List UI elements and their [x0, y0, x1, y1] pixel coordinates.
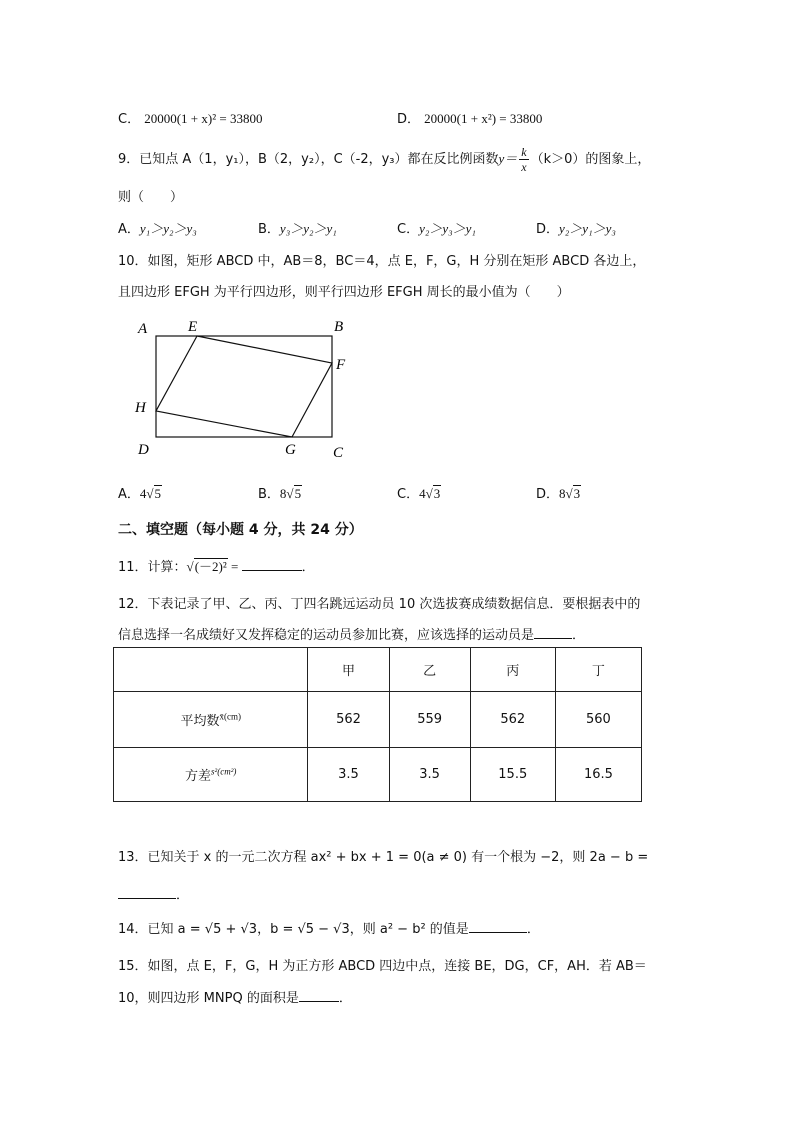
label-e: E	[188, 319, 198, 335]
table-cell: 560	[555, 692, 641, 748]
q9-option-b-label: B．	[258, 222, 280, 237]
q13-end: ．	[176, 888, 190, 903]
q9-option-c-text: y₂＞y₃＞y₁	[419, 221, 476, 236]
q11-sqrt: √(－2)²	[186, 559, 227, 574]
q9-option-a-text: y₁＞y₂＞y₃	[139, 221, 197, 236]
table-row	[114, 692, 642, 748]
q10-option-a	[118, 483, 162, 502]
q10-option-a-label: A．	[118, 487, 140, 502]
q8-option-c-label: C．	[118, 112, 141, 127]
q14-end: ．	[526, 922, 540, 937]
q12-table	[113, 647, 642, 802]
q10-option-d	[536, 483, 581, 502]
q9-option-d	[536, 218, 616, 237]
table-header-yi: 乙	[389, 648, 470, 692]
label-a: A	[138, 321, 148, 337]
q12-line2-text: 信息选择一名成绩好又发挥稳定的运动员参加比赛，应该选择的运动员是	[118, 628, 535, 643]
q9-option-d-text: y₂＞y₁＞y₃	[559, 221, 616, 236]
q10-option-b-coef: 8	[279, 486, 287, 501]
q10-option-b-sqrt: √5	[286, 486, 302, 501]
label-h: H	[135, 400, 146, 416]
q11-end: ．	[301, 560, 315, 575]
q10-option-d-sqrt: √3	[565, 486, 581, 501]
q9-fraction	[519, 146, 528, 173]
q8-option-c	[118, 108, 262, 127]
table-cell: 16.5	[555, 748, 641, 802]
q10-figure	[130, 312, 360, 467]
q9-frac-den: x	[521, 160, 527, 174]
q9-option-a	[118, 218, 197, 237]
q15-end: ．	[338, 991, 352, 1006]
q13-line1: 13．已知关于 x 的一元二次方程 ax² + bx + 1 = 0(a ≠ 0) 有一个根为 −2，则 2a − b =	[118, 850, 649, 865]
q10-option-d-label: D．	[536, 487, 560, 502]
q8-option-d	[397, 108, 542, 127]
label-c: C	[333, 445, 344, 461]
parallelogram-efgh	[156, 336, 332, 437]
q9-option-b	[258, 218, 337, 237]
q13-answer-blank[interactable]	[118, 898, 176, 899]
q10-option-b-label: B．	[258, 487, 280, 502]
q15-line1: 15．如图，点 E，F，G，H 为正方形 ABCD 四边中点，连接 BE，DG，CF，AH．若 AB＝	[118, 959, 647, 974]
q11-radicand: (－2)²	[194, 559, 227, 574]
q9-stem-line2: 则（ ）	[118, 190, 184, 205]
q9-stem-part2: （k＞0）的图象上，	[530, 152, 651, 167]
q10-option-c-coef: 4	[419, 486, 426, 501]
q12-line2	[118, 624, 585, 643]
label-f: F	[336, 357, 346, 373]
q9-option-c	[397, 218, 476, 237]
q11-prefix: 11．计算：	[118, 560, 187, 575]
table-header-jia: 甲	[308, 648, 389, 692]
table-cell: 3.5	[389, 748, 470, 802]
q9-stem	[118, 144, 650, 174]
q8-option-c-expr: 20000(1 + x)² = 33800	[144, 111, 263, 126]
q12-answer-blank[interactable]	[534, 638, 572, 639]
q13-line2	[118, 884, 189, 903]
row1-label-text: 平均数	[180, 714, 220, 729]
q12-line1: 12．下表记录了甲、乙、丙、丁四名跳远运动员 10 次选拔赛成绩数据信息．要根据表中的	[118, 597, 641, 612]
q14	[118, 918, 540, 937]
table-header-bing: 丙	[470, 648, 555, 692]
q9-frac-num: k	[521, 145, 527, 159]
q10-option-b-radicand: 5	[294, 486, 302, 501]
label-g: G	[285, 442, 296, 458]
q11	[118, 556, 315, 575]
q15-line2	[118, 987, 352, 1006]
q9-option-a-label: A．	[118, 222, 140, 237]
q15-line2-text: 10，则四边形 MNPQ 的面积是	[118, 991, 299, 1006]
q10-option-a-coef: 4	[139, 486, 147, 501]
table-header-ding: 丁	[555, 648, 641, 692]
q10-line1: 10．如图，矩形 ABCD 中，AB＝8，BC＝4，点 E，F，G，H 分别在矩形 ABCD 各边上，	[118, 254, 646, 269]
q14-answer-blank[interactable]	[469, 932, 527, 933]
table-cell: 562	[308, 692, 389, 748]
q10-option-c-label: C．	[397, 487, 420, 502]
label-b: B	[334, 319, 344, 335]
table-cell: 15.5	[470, 748, 555, 802]
table-row2-label	[114, 748, 308, 802]
q10-option-c-radicand: 3	[433, 486, 441, 501]
q14-prefix: 14．已知 a = √5 + √3，b = √5 − √3，则 a² − b² 的值是	[118, 922, 469, 937]
q10-line2: 且四边形 EFGH 为平行四边形，则平行四边形 EFGH 周长的最小值为（ ）	[118, 285, 570, 300]
q10-option-c-sqrt: √3	[425, 486, 441, 501]
row1-unit: x̄(cm)	[219, 711, 241, 722]
row2-unit: s²(cm²)	[211, 766, 237, 777]
table-header-empty	[114, 648, 308, 692]
row2-label-text: 方差	[185, 769, 212, 784]
q10-option-a-radicand: 5	[154, 486, 162, 501]
q8-option-d-label: D．	[397, 112, 421, 127]
q9-func-y: y＝	[498, 151, 518, 166]
q11-eq: =	[227, 559, 242, 574]
section-2-title: 二、填空题（每小题 4 分，共 24 分）	[118, 522, 363, 538]
table-cell: 559	[389, 692, 470, 748]
q9-stem-part1: 9．已知点 A（1，y₁），B（2，y₂），C（-2，y₃）都在反比例函数	[118, 152, 499, 167]
q8-option-d-expr: 20000(1 + x²) = 33800	[424, 111, 543, 126]
table-header-row	[114, 648, 642, 692]
q10-option-b	[258, 483, 302, 502]
q12-end: ．	[572, 628, 586, 643]
q10-option-a-sqrt: √5	[146, 486, 162, 501]
q10-option-d-radicand: 3	[573, 486, 581, 501]
q9-option-d-label: D．	[536, 222, 560, 237]
q10-option-d-coef: 8	[559, 486, 566, 501]
q15-answer-blank[interactable]	[299, 1001, 339, 1002]
table-row	[114, 748, 642, 802]
label-d: D	[138, 442, 149, 458]
table-row1-label	[114, 692, 308, 748]
q9-option-c-label: C．	[397, 222, 420, 237]
q9-option-b-text: y₃＞y₂＞y₁	[279, 221, 337, 236]
table-cell: 3.5	[308, 748, 389, 802]
q10-option-c	[397, 483, 441, 502]
table-cell: 562	[470, 692, 555, 748]
q11-answer-blank[interactable]	[242, 570, 302, 571]
rectangle-abcd	[156, 336, 332, 437]
